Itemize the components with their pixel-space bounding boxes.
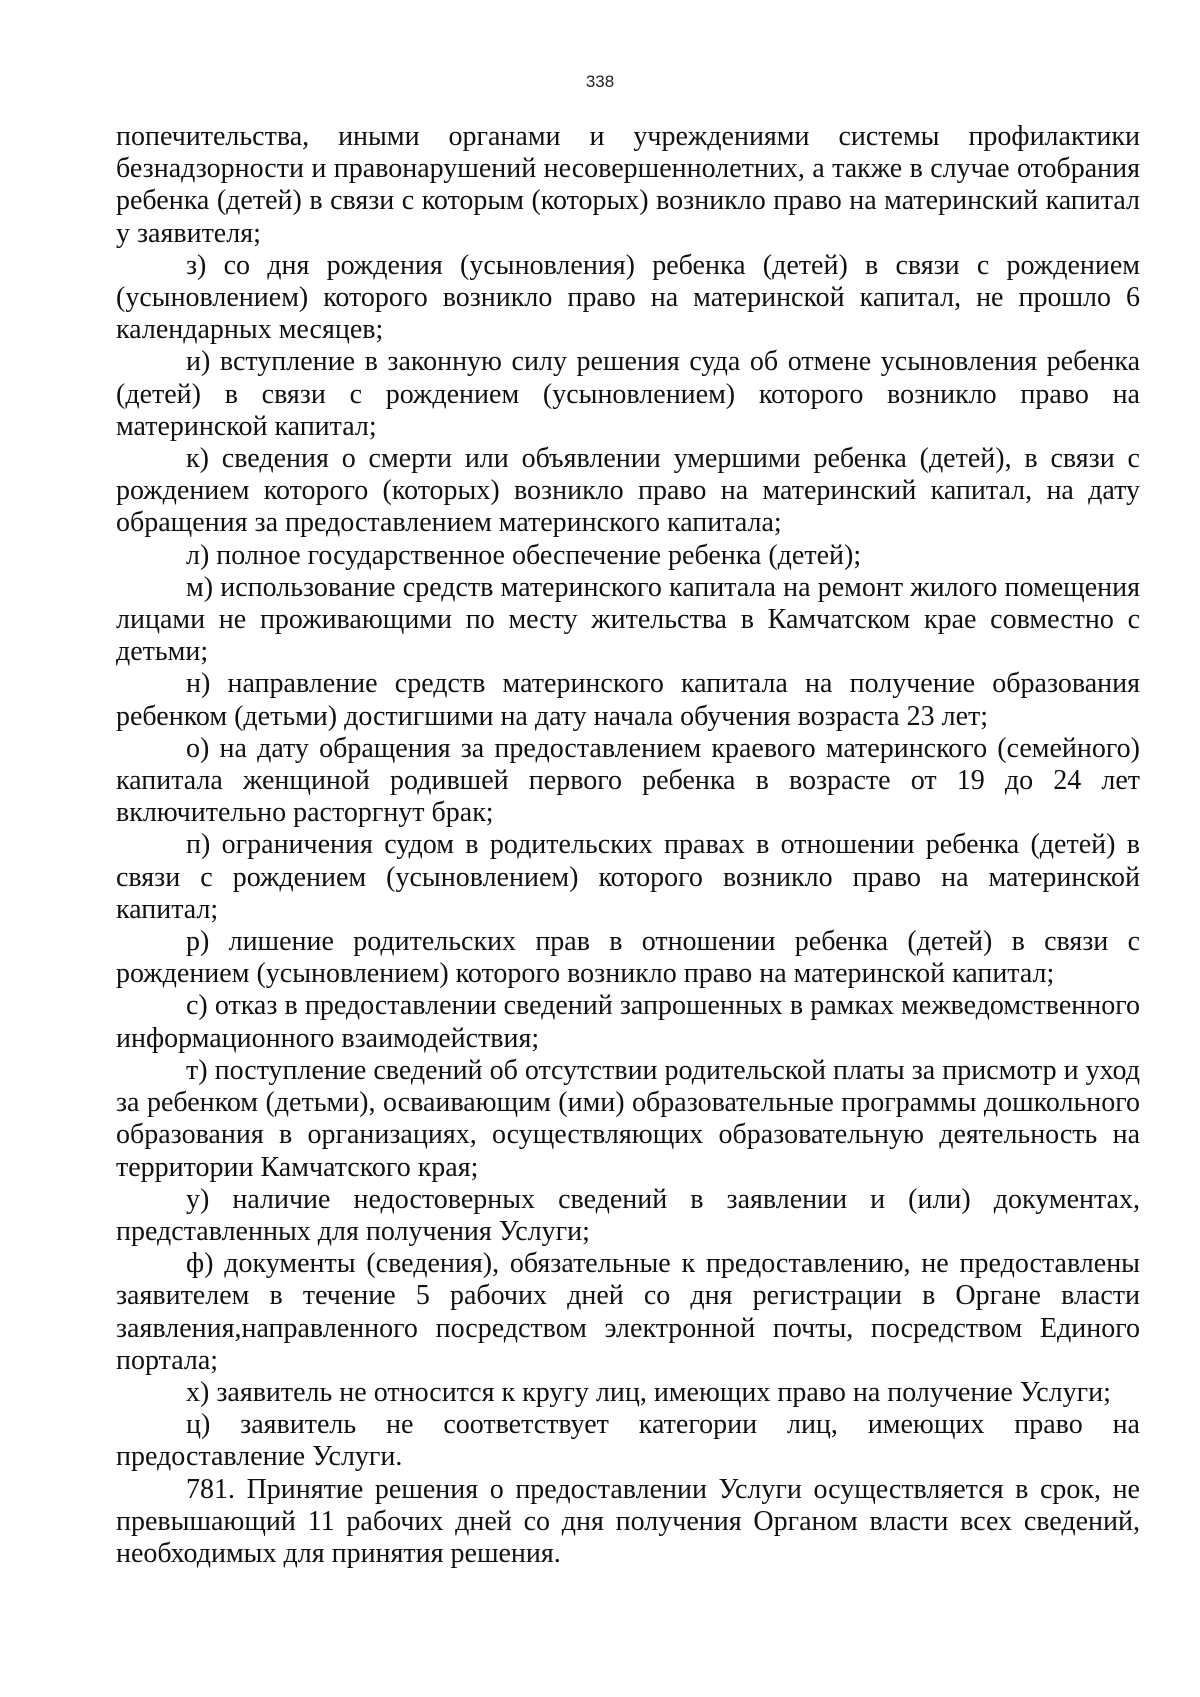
paragraph-item-p: п) ограничения судом в родительских правах в отношении ребенка (детей) в связи с рождением (усыновлением) которого возникло право на материнской капитал; xyxy=(116,829,1140,925)
paragraph-item-l: л) полное государственное обеспечение ребенка (детей); xyxy=(186,539,862,571)
paragraph-item-s: с) отказ в предоставлении сведений запрошенных в рамках межведомственного информационного взаимодействия; xyxy=(116,990,1140,1054)
paragraph-item-f: ф) документы (сведения), обязательные к предоставлению, не предоставлены заявителем в течение 5 рабочих дней со дня регистрации в Органе власти заявления,направленного посредством электронной почты, посредством Единого портала; xyxy=(116,1248,1140,1376)
paragraph-item-z: з) со дня рождения (усыновления) ребенка (детей) в связи с рождением (усыновлением) которого возникло право на материнской капитал, не прошло 6 календарных месяцев; xyxy=(116,249,1140,346)
paragraph-item-k: к) сведения о смерти или объявлении умершими ребенка (детей), в связи с рождением которого (которых) возникло право на материнский капитал, на дату обращения за предоставлением материнского капитала; xyxy=(116,443,1140,539)
paragraph-item-n: н) направление средств материнского капитала на получение образования ребенком (детьми) достигшими на дату начала обучения возраста 23 лет; xyxy=(116,668,1140,732)
paragraph-item-i: и) вступление в законную силу решения суда об отмене усыновления ребенка (детей) в связи с рождением (усыновлением) которого возникло право на материнской капитал; xyxy=(116,346,1140,442)
document-body xyxy=(116,121,1140,1570)
paragraph-item-m: м) использование средств материнского капитала на ремонт жилого помещения лицами не проживающими по месту жительства в Камчатском крае совместно с детьми; xyxy=(116,571,1140,668)
paragraph-item-kh: х) заявитель не относится к кругу лиц, имеющих право на получение Услуги; xyxy=(186,1376,1111,1408)
paragraph-continuation: попечительства, иными органами и учреждениями системы профилактики безнадзорности и правонарушений несовершеннолетних, а также в случае отобрания ребенка (детей) в связи с которым (которых) возникло право на материнский капитал у заявителя; xyxy=(116,121,1140,249)
page-number: 338 xyxy=(585,72,615,91)
paragraph-clause-781: 781. Принятие решения о предоставлении Услуги осуществляется в срок, не превышающий 11 рабочих дней со дня получения Органом власти всех сведений, необходимых для принятия решения. xyxy=(116,1473,1140,1569)
paragraph-item-t: т) поступление сведений об отсутствии родительской платы за присмотр и уход за ребенком (детьми), осваивающим (ими) образовательные программы дошкольного образования в организациях, осуществляющих образовательную деятельность на территории Камчатского края; xyxy=(116,1054,1140,1183)
paragraph-item-ts: ц) заявитель не соответствует категории лиц, имеющих право на предоставление Услуги. xyxy=(116,1409,1140,1473)
paragraph-item-u: у) наличие недостоверных сведений в заявлении и (или) документах, представленных для получения Услуги; xyxy=(116,1183,1140,1247)
paragraph-item-o: о) на дату обращения за предоставлением краевого материнского (семейного) капитала женщиной родившей первого ребенка в возрасте от 19 до 24 лет включительно расторгнут брак; xyxy=(116,732,1140,829)
paragraph-item-r: р) лишение родительских прав в отношении ребенка (детей) в связи с рождением (усыновлением) которого возникло право на материнской капитал; xyxy=(116,926,1140,990)
